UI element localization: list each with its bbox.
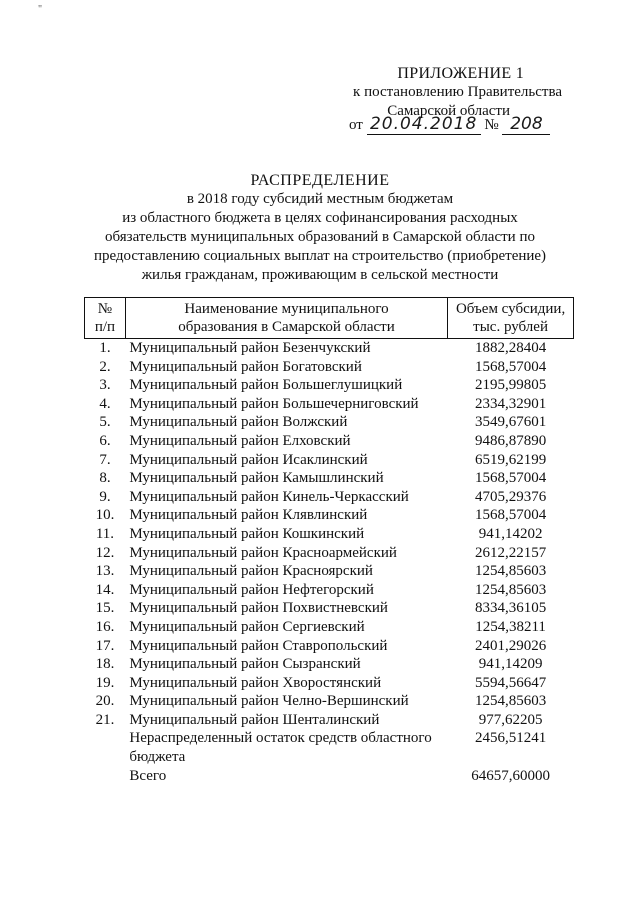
document-heading: [60, 172, 580, 285]
handwritten-number: 208: [502, 114, 550, 135]
row-number: 2.: [99, 358, 111, 375]
row-number: 20.: [95, 693, 115, 710]
table-row: [85, 413, 574, 432]
row-name: Муниципальный район Красноярский: [129, 563, 373, 580]
row-value: 977,62205: [478, 711, 543, 728]
table-row: [85, 544, 574, 563]
table-row: [85, 655, 574, 674]
appendix-line-2: Самарской области: [387, 103, 510, 119]
subsidy-table: [84, 297, 574, 785]
table-row: [85, 339, 574, 358]
header-number-line-1: №: [97, 301, 113, 317]
header-name-line-2: образования в Самарской области: [178, 319, 395, 335]
row-number: 9.: [99, 488, 111, 505]
row-value: 6519,62199: [474, 451, 547, 468]
row-name: Муниципальный район Клявлинский: [129, 507, 368, 524]
total-label: Всего: [129, 767, 167, 784]
handwritten-date: 20.04.2018: [367, 114, 481, 135]
row-name: Муниципальный район Исаклинский: [129, 451, 368, 468]
row-number: 11.: [95, 525, 115, 542]
row-number: 3.: [99, 377, 111, 394]
row-name: Муниципальный район Елховский: [129, 432, 351, 449]
row-value: 1882,28404: [474, 340, 547, 356]
appendix-line-1: к постановлению Правительства: [353, 84, 562, 100]
table-row: [85, 674, 574, 693]
header-name: [125, 298, 447, 339]
row-value: 1254,85603: [474, 693, 547, 710]
row-value: 8334,36105: [474, 600, 547, 617]
row-value: 2334,32901: [474, 395, 547, 412]
row-value: 5594,56647: [474, 674, 547, 691]
row-name: Муниципальный район Безенчукский: [129, 340, 371, 356]
appendix-title: ПРИЛОЖЕНИЕ 1: [397, 65, 524, 82]
header-value-line-2: тыс. рублей: [473, 319, 548, 335]
table-row: [85, 692, 574, 711]
row-number: 17.: [95, 637, 115, 654]
row-name: Муниципальный район Камышлинский: [129, 470, 384, 487]
remainder-row: [85, 729, 574, 766]
row-number: 15.: [95, 600, 115, 617]
header-number: [85, 298, 126, 339]
table-row: [85, 469, 574, 488]
row-name: Муниципальный район Челно-Вершинский: [129, 693, 409, 710]
row-value: 1568,57004: [474, 470, 547, 487]
row-number: 21.: [95, 711, 115, 728]
remainder-name: Нераспределенный остаток средств областного бюджета: [129, 730, 432, 766]
table-row: [85, 506, 574, 525]
heading-title: РАСПРЕДЕЛЕНИЕ: [250, 172, 390, 189]
row-name: Муниципальный район Похвистневский: [129, 600, 388, 617]
row-name: Муниципальный район Волжский: [129, 414, 348, 431]
row-value: 1254,85603: [474, 563, 547, 580]
row-value: 1254,38211: [475, 618, 546, 635]
row-value: 1568,57004: [474, 507, 547, 524]
row-value: 1254,85603: [474, 581, 547, 598]
row-name: Муниципальный район Шенталинский: [129, 711, 380, 728]
row-number: 8.: [99, 470, 111, 487]
table-row: [85, 562, 574, 581]
table-row: [85, 637, 574, 656]
row-name: Муниципальный район Нефтегорский: [129, 581, 374, 598]
row-value: 1568,57004: [474, 358, 547, 375]
row-value: 2612,22157: [474, 544, 547, 561]
row-name: Муниципальный район Хворостянский: [129, 674, 382, 691]
row-number: 10.: [95, 507, 115, 524]
row-number: 13.: [95, 563, 115, 580]
row-number: 6.: [99, 432, 111, 449]
heading-line: в 2018 году субсидий местным бюджетам: [186, 191, 454, 207]
table-row: [85, 711, 574, 730]
row-value: 9486,87890: [474, 432, 547, 449]
number-prefix: №: [484, 117, 499, 133]
total-value: 64657,60000: [471, 767, 550, 784]
appendix-block: [322, 64, 562, 121]
row-number: 19.: [95, 674, 115, 691]
row-number: 14.: [95, 581, 115, 598]
header-value: [448, 298, 574, 339]
row-name: Муниципальный район Большечерниговский: [129, 395, 419, 412]
header-name-line-1: Наименование муниципального: [184, 301, 389, 317]
row-value: 2195,99805: [474, 377, 547, 394]
total-row: [85, 767, 574, 786]
table-row: [85, 599, 574, 618]
row-number: 1.: [99, 340, 111, 356]
row-value: 941,14209: [478, 656, 543, 673]
corner-mark: ": [38, 4, 43, 15]
table-row: [85, 376, 574, 395]
table-row: [85, 525, 574, 544]
row-name: Муниципальный район Богатовский: [129, 358, 362, 375]
header-value-line-1: Объем субсидии,: [455, 301, 566, 317]
table-row: [85, 451, 574, 470]
row-value: 3549,67601: [474, 414, 547, 431]
row-name: Муниципальный район Сызранский: [129, 656, 361, 673]
heading-line: жилья гражданам, проживающим в сельской местности: [141, 267, 499, 283]
table-row: [85, 488, 574, 507]
row-name: Муниципальный район Большеглушицкий: [129, 377, 403, 394]
table-row: [85, 618, 574, 637]
appendix-date-line: [349, 114, 550, 135]
heading-line: из областного бюджета в целях софинансирования расходных: [122, 210, 518, 226]
row-number: 16.: [95, 618, 115, 635]
row-number: 12.: [95, 544, 115, 561]
row-value: 941,14202: [478, 525, 543, 542]
table-row: [85, 432, 574, 451]
table-row: [85, 395, 574, 414]
row-name: Муниципальный район Красноармейский: [129, 544, 397, 561]
row-number: 18.: [95, 656, 115, 673]
date-prefix: от: [349, 117, 363, 133]
row-value: 2401,29026: [474, 637, 547, 654]
row-name: Муниципальный район Сергиевский: [129, 618, 365, 635]
table-header-row: [85, 298, 574, 339]
row-number: 7.: [99, 451, 111, 468]
heading-line: предоставлению социальных выплат на строительство (приобретение): [93, 248, 547, 264]
table-row: [85, 581, 574, 600]
heading-line: обязательств муниципальных образований в Самарской области по: [105, 229, 535, 245]
row-value: 4705,29376: [474, 488, 547, 505]
row-number: 5.: [99, 414, 111, 431]
row-name: Муниципальный район Кошкинский: [129, 525, 365, 542]
row-name: Муниципальный район Кинель-Черкасский: [129, 488, 409, 505]
row-number: 4.: [99, 395, 111, 412]
row-name: Муниципальный район Ставропольский: [129, 637, 388, 654]
remainder-value: 2456,51241: [474, 730, 547, 747]
table-row: [85, 358, 574, 377]
header-number-line-2: п/п: [94, 319, 116, 335]
